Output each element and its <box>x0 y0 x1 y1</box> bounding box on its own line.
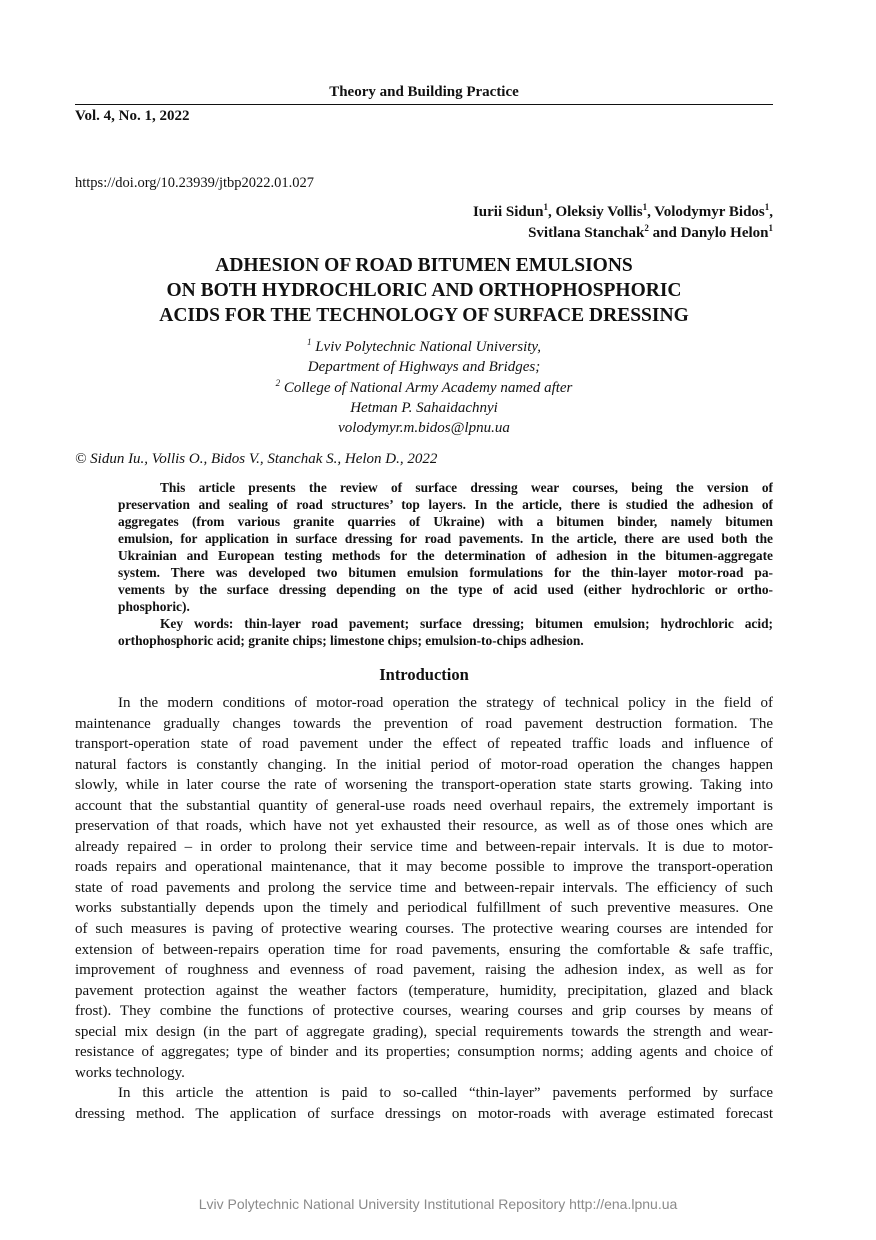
affiliation-line <box>75 398 773 418</box>
author-affiliation-mark: 1 <box>543 202 548 212</box>
doi-link[interactable]: https://doi.org/10.23939/jtbp2022.01.027 <box>75 175 314 191</box>
journal-name: Theory and Building Practice <box>329 84 519 100</box>
body-line: dressing method. The application of surface dressings on motor-roads with average estimated forecast <box>75 1105 773 1122</box>
abstract-line: vements by the surface dressing depending on the type of acid used (either hydrochloric or ortho- <box>118 582 773 597</box>
author-list <box>473 202 773 243</box>
affiliation-line <box>75 418 773 438</box>
author-name: Iurii Sidun <box>472 204 544 220</box>
author-name: Danylo Helon <box>680 224 769 241</box>
affiliation-line <box>75 357 773 377</box>
affiliation-line <box>75 337 773 357</box>
affiliation-mark: 1 <box>306 337 312 347</box>
section-heading-introduction: Introduction <box>379 665 469 684</box>
body-line: transport-operation state of road pavement under the effect of repeated traffic loads and influence of <box>75 736 773 753</box>
title-line: ON BOTH HYDROCHLORIC AND ORTHOPHOSPHORIC <box>166 280 682 301</box>
abstract-line: aggregates (from various granite quarries of Ukraine) with a bitumen binder, namely bitumen <box>118 514 773 529</box>
body-text <box>75 693 773 1124</box>
body-line: natural factors is constantly changing. In the initial period of motor-road operation the changes happen <box>75 756 773 773</box>
body-line: special mix design (in the part of aggregate grading), special requirements towards the strength and wear- <box>75 1023 773 1040</box>
volume-info: Vol. 4, No. 1, 2022 <box>75 108 190 124</box>
body-line: slowly, while in later course the rate of worsening the transport-operation state starts growing. Taking into <box>75 777 773 794</box>
body-line: extension of between-repairs operation time for road pavements, ensuring the comfortable & safe traffic, <box>75 941 773 958</box>
author-affiliation-mark: 1 <box>768 222 773 233</box>
author-line-2 <box>473 223 773 244</box>
author-affiliation-mark: 1 <box>764 202 770 212</box>
author-affiliation-mark: 2 <box>644 222 649 233</box>
author-separator: , <box>769 204 773 220</box>
title-line: ADHESION OF ROAD BITUMEN EMULSIONS <box>215 255 633 276</box>
abstract-line: system. There was developed two bitumen emulsion formulations for the thin-layer motor-road pa- <box>118 565 773 580</box>
author-name: Oleksiy Vollis <box>555 204 643 220</box>
affiliation-text: Hetman P. Sahaidachnyi <box>350 399 498 416</box>
body-line: preservation of that roads, which have not yet exhausted their resource, as well as of those ones which are <box>75 818 773 835</box>
body-line: works technology. <box>75 1064 185 1081</box>
abstract <box>118 479 773 649</box>
copyright: © Sidun Iu., Vollis O., Bidos V., Stanchak S., Helon D., 2022 <box>75 451 438 467</box>
author-affiliation-mark: 1 <box>642 202 648 212</box>
author-separator: , <box>647 204 655 220</box>
body-line: already repaired – in order to prolong their service time and between-repair intervals. It is due to motor- <box>75 838 773 855</box>
affiliation-text: Department of Highways and Bridges; <box>307 359 541 376</box>
body-line: account that the substantial quantity of general-use roads need overhaul repairs, the extremely important is <box>75 797 773 814</box>
author-name: Svitlana Stanchak <box>528 224 645 241</box>
body-line: of such measures is paving of protective wearing courses. The protective wearing courses are intended for <box>75 921 773 938</box>
abstract-line: orthophosphoric acid; granite chips; limestone chips; emulsion-to-chips adhesion. <box>118 633 584 648</box>
abstract-line: This article presents the review of surface dressing wear courses, being the version of <box>160 480 773 495</box>
body-line: maintenance gradually changes towards the prevention of road pavement destruction formation. The <box>75 715 773 732</box>
repository-footer: Lviv Polytechnic National University Institutional Repository http://ena.lpnu.ua <box>198 1196 678 1212</box>
abstract-line: Key words: thin-layer road pavement; surface dressing; bitumen emulsion; hydrochloric acid; <box>160 616 773 631</box>
body-line: In the modern conditions of motor-road operation the strategy of technical policy in the field of <box>118 695 773 711</box>
affiliation-text: Lviv Polytechnic National University, <box>311 339 542 355</box>
header-rule <box>75 104 773 105</box>
paper-title <box>75 253 773 328</box>
affiliation-line <box>75 378 773 398</box>
abstract-line: Ukrainian and European testing methods for the determination of adhesion in the bitumen-aggregate <box>118 548 773 563</box>
abstract-line: preservation and sealing of road structures’ top layers. In the article, there is studied the adhesion of <box>118 497 773 512</box>
affiliation-text: volodymyr.m.bidos@lpnu.ua <box>338 420 510 437</box>
body-line: roads repairs and operational maintenance, that it may become possible to improve the transport-operation <box>75 859 773 876</box>
author-name: Volodymyr Bidos <box>654 204 765 220</box>
body-line: In this article the attention is paid to so-called “thin-layer” pavements performed by surface <box>118 1085 773 1102</box>
author-separator: , <box>547 204 556 220</box>
author-separator: and <box>648 224 681 241</box>
affiliations <box>75 337 773 438</box>
affiliation-text: College of National Army Academy named after <box>280 379 573 396</box>
body-line: state of road pavements and prolong the service time and between-repair intervals. The efficiency of such <box>75 879 773 896</box>
body-line: resistance of aggregates; type of binder and its properties; consumption norms; adding agents and choice of <box>75 1044 773 1061</box>
body-line: improvement of roughness and evenness of road pavement, raising the adhesion index, as well as for <box>75 962 773 979</box>
author-line-1 <box>473 202 773 223</box>
affiliation-mark: 2 <box>275 377 281 388</box>
abstract-line: emulsion, for application in surface dressing for road pavements. In the article, there are used both the <box>118 531 773 546</box>
body-line: pavement protection against the weather factors (temperature, humidity, precipitation, glazed and black <box>75 982 773 999</box>
abstract-line: phosphoric). <box>118 599 190 614</box>
body-line: works substantially depends upon the timely and periodical fulfillment of such preventive measures. One <box>75 900 773 917</box>
title-line: ACIDS FOR THE TECHNOLOGY OF SURFACE DRESSING <box>159 305 689 326</box>
body-line: frost). They combine the functions of protective courses, wearing courses and grip courses by means of <box>75 1003 773 1020</box>
